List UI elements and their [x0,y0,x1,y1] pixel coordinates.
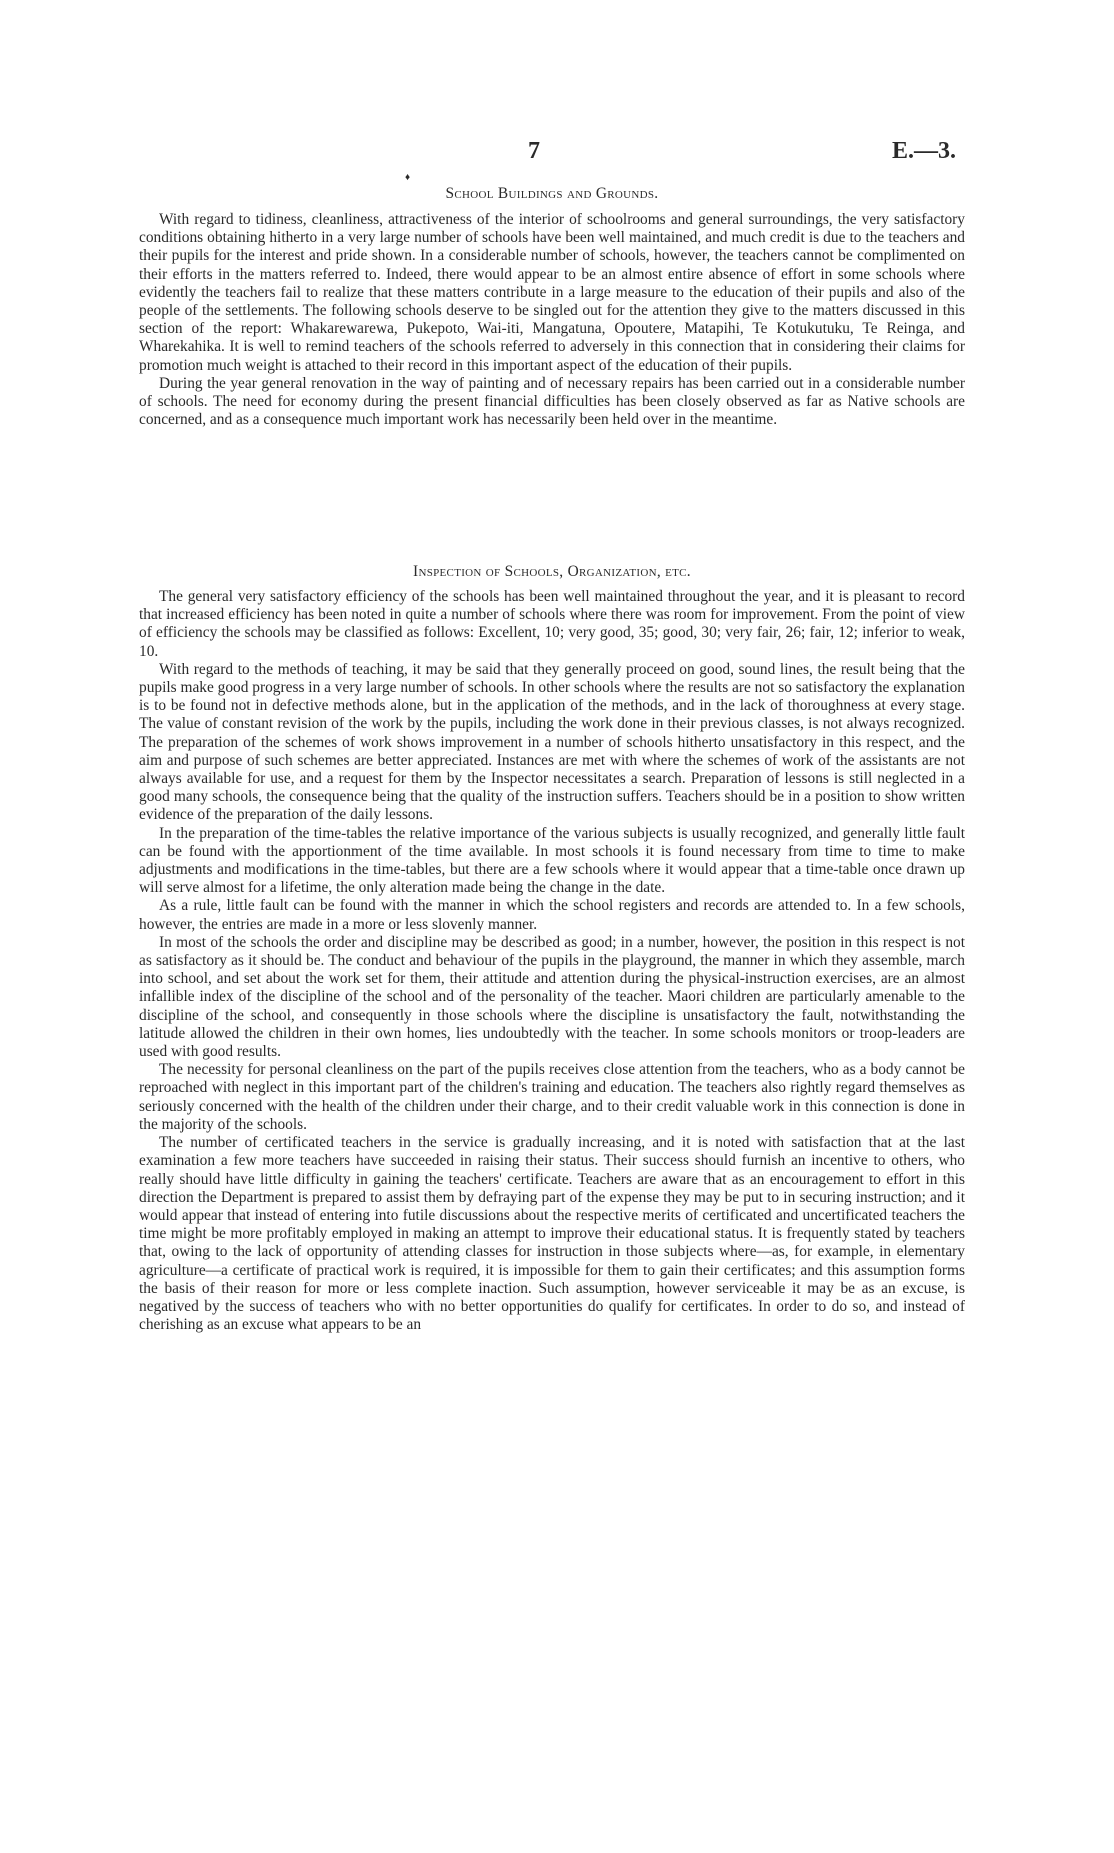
page-number: 7 [528,138,540,164]
section-body-inspection [139,588,965,1334]
paragraph: In the preparation of the time-tables the relative importance of the various subjects is usually recognized, and generally little fault can be found with the apportionment of the time available. In most schools it is found necessary from time to time to make adjustments and modifications in the time-tables, but there are a few schools where it would appear that a time-table once drawn up will serve almost for a lifetime, the only alteration made being the change in the date. [139,824,965,897]
document-reference: E.—3. [892,138,957,164]
paragraph: In most of the schools the order and discipline may be described as good; in a number, however, the position in this respect is not as satisfactory as it should be. The conduct and behaviour of the pupils in the playground, the manner in which they assemble, march into school, and set about the work set for them, their attitude and attention during the physical-instruction exercises, are an almost infallible index of the discipline of the school and of the personality of the teacher. Maori children are particularly amenable to the discipline of the school, and consequently in those schools where the discipline is unsatisfactory the fault, notwithstanding the latitude allowed the children in their own homes, lies undoubtedly with the teacher. In some schools monitors or troop-leaders are used with good results. [139,933,965,1061]
paragraph: The number of certificated teachers in the service is gradually increasing, and it is noted with satisfaction that at the last examination a few more teachers have succeeded in raising their status. Their success should furnish an incentive to others, who really should have little difficulty in gaining the teachers' certificate. Teachers are aware that as an encouragement to effort in this direction the Department is prepared to assist them by defraying part of the expense they may be put to in securing instruction; and it would appear that instead of entering into futile discussions about the respective merits of certificated and uncertificated teachers the time might be more profitably employed in making an attempt to improve their educational status. It is frequently stated by teachers that, owing to the lack of opportunity of attending classes for instruction in those subjects where—as, for example, in elementary agriculture—a certificate of practical work is required, it is impossible for them to gain their certificates; and this assumption forms the basis of their reason for more or less complete inaction. Such assumption, however serviceable it may be as an excuse, is negatived by the success of teachers who with no better opportunities do qualify for certificates. In order to do so, and instead of cherishing as an excuse what appears to be an [139,1134,965,1334]
paragraph: During the year general renovation in the way of painting and of necessary repairs has been carried out in a considerable number of schools. The need for economy during the present financial difficulties has been closely observed as far as Native schools are concerned, and as a consequence much important work has necessarily been held over in the meantime. [139,374,965,429]
paragraph: With regard to tidiness, cleanliness, attractiveness of the interior of schoolrooms and general surroundings, the very satisfactory conditions obtaining hitherto in a very large number of schools have been well maintained, and much credit is due to the teachers and their pupils for the interest and pride shown. In a considerable number of schools, however, the teachers cannot be complimented on their efforts in the matters referred to. Indeed, there would appear to be an almost entire absence of effort in some schools where evidently the teachers fail to realize that these matters contribute in a large measure to the education of their pupils and also of the people of the settlements. The following schools deserve to be singled out for the attention they give to the matters discussed in this section of the report: Whakarewarewa, Pukepoto, Wai-iti, Mangatuna, Opoutere, Matapihi, Te Kotukutuku, Te Reinga, and Wharekahika. It is well to remind teachers of the schools referred to adversely in this connection that in considering their claims for promotion much weight is attached to their record in this important aspect of the education of their pupils. [139,211,965,374]
section-heading-buildings: School Buildings and Grounds. [445,185,659,202]
paragraph: The general very satisfactory efficiency of the schools has been well maintained throughout the year, and it is pleasant to record that increased efficiency has been noted in quite a number of schools where there was room for improvement. From the point of view of efficiency the schools may be classified as follows: Excellent, 10; very good, 35; good, 30; very fair, 26; fair, 12; inferior to weak, 10. [139,588,965,660]
paragraph: As a rule, little fault can be found with the manner in which the school registers and records are attended to. In a few schools, however, the entries are made in a more or less slovenly manner. [139,897,965,933]
paragraph: With regard to the methods of teaching, it may be said that they generally proceed on good, sound lines, the result being that the pupils make good progress in a very large number of schools. In other schools where the results are not so satisfactory the explanation is to be found not in defective methods alone, but in the application of the methods, and in the lack of thoroughness at every stage. The value of constant revision of the work by the pupils, including the work done in their previous classes, is not always recognized. The preparation of the schemes of work shows improvement in a number of schools hitherto unsatisfactory in this respect, and the aim and purpose of such schemes are better appreciated. Instances are met with where the schemes of work of the assistants are not always available for use, and a request for them by the Inspector necessitates a search. Preparation of lessons is still neglected in a good many schools, the consequence being that the quality of the instruction suffers. Teachers should be in a position to show written evidence of the preparation of the daily lessons. [139,660,965,824]
section-body-buildings [139,211,965,429]
paragraph: The necessity for personal cleanliness on the part of the pupils receives close attention from the teachers, who as a body cannot be reproached with neglect in this important part of the children's training and education. The teachers also rightly regard themselves as seriously concerned with the health of the children under their charge, and to their credit valuable work in this connection is done in the majority of the schools. [139,1061,965,1133]
section-heading-inspection: Inspection of Schools, Organization, etc. [413,563,691,580]
ornament-mark: ♦ [405,172,411,183]
